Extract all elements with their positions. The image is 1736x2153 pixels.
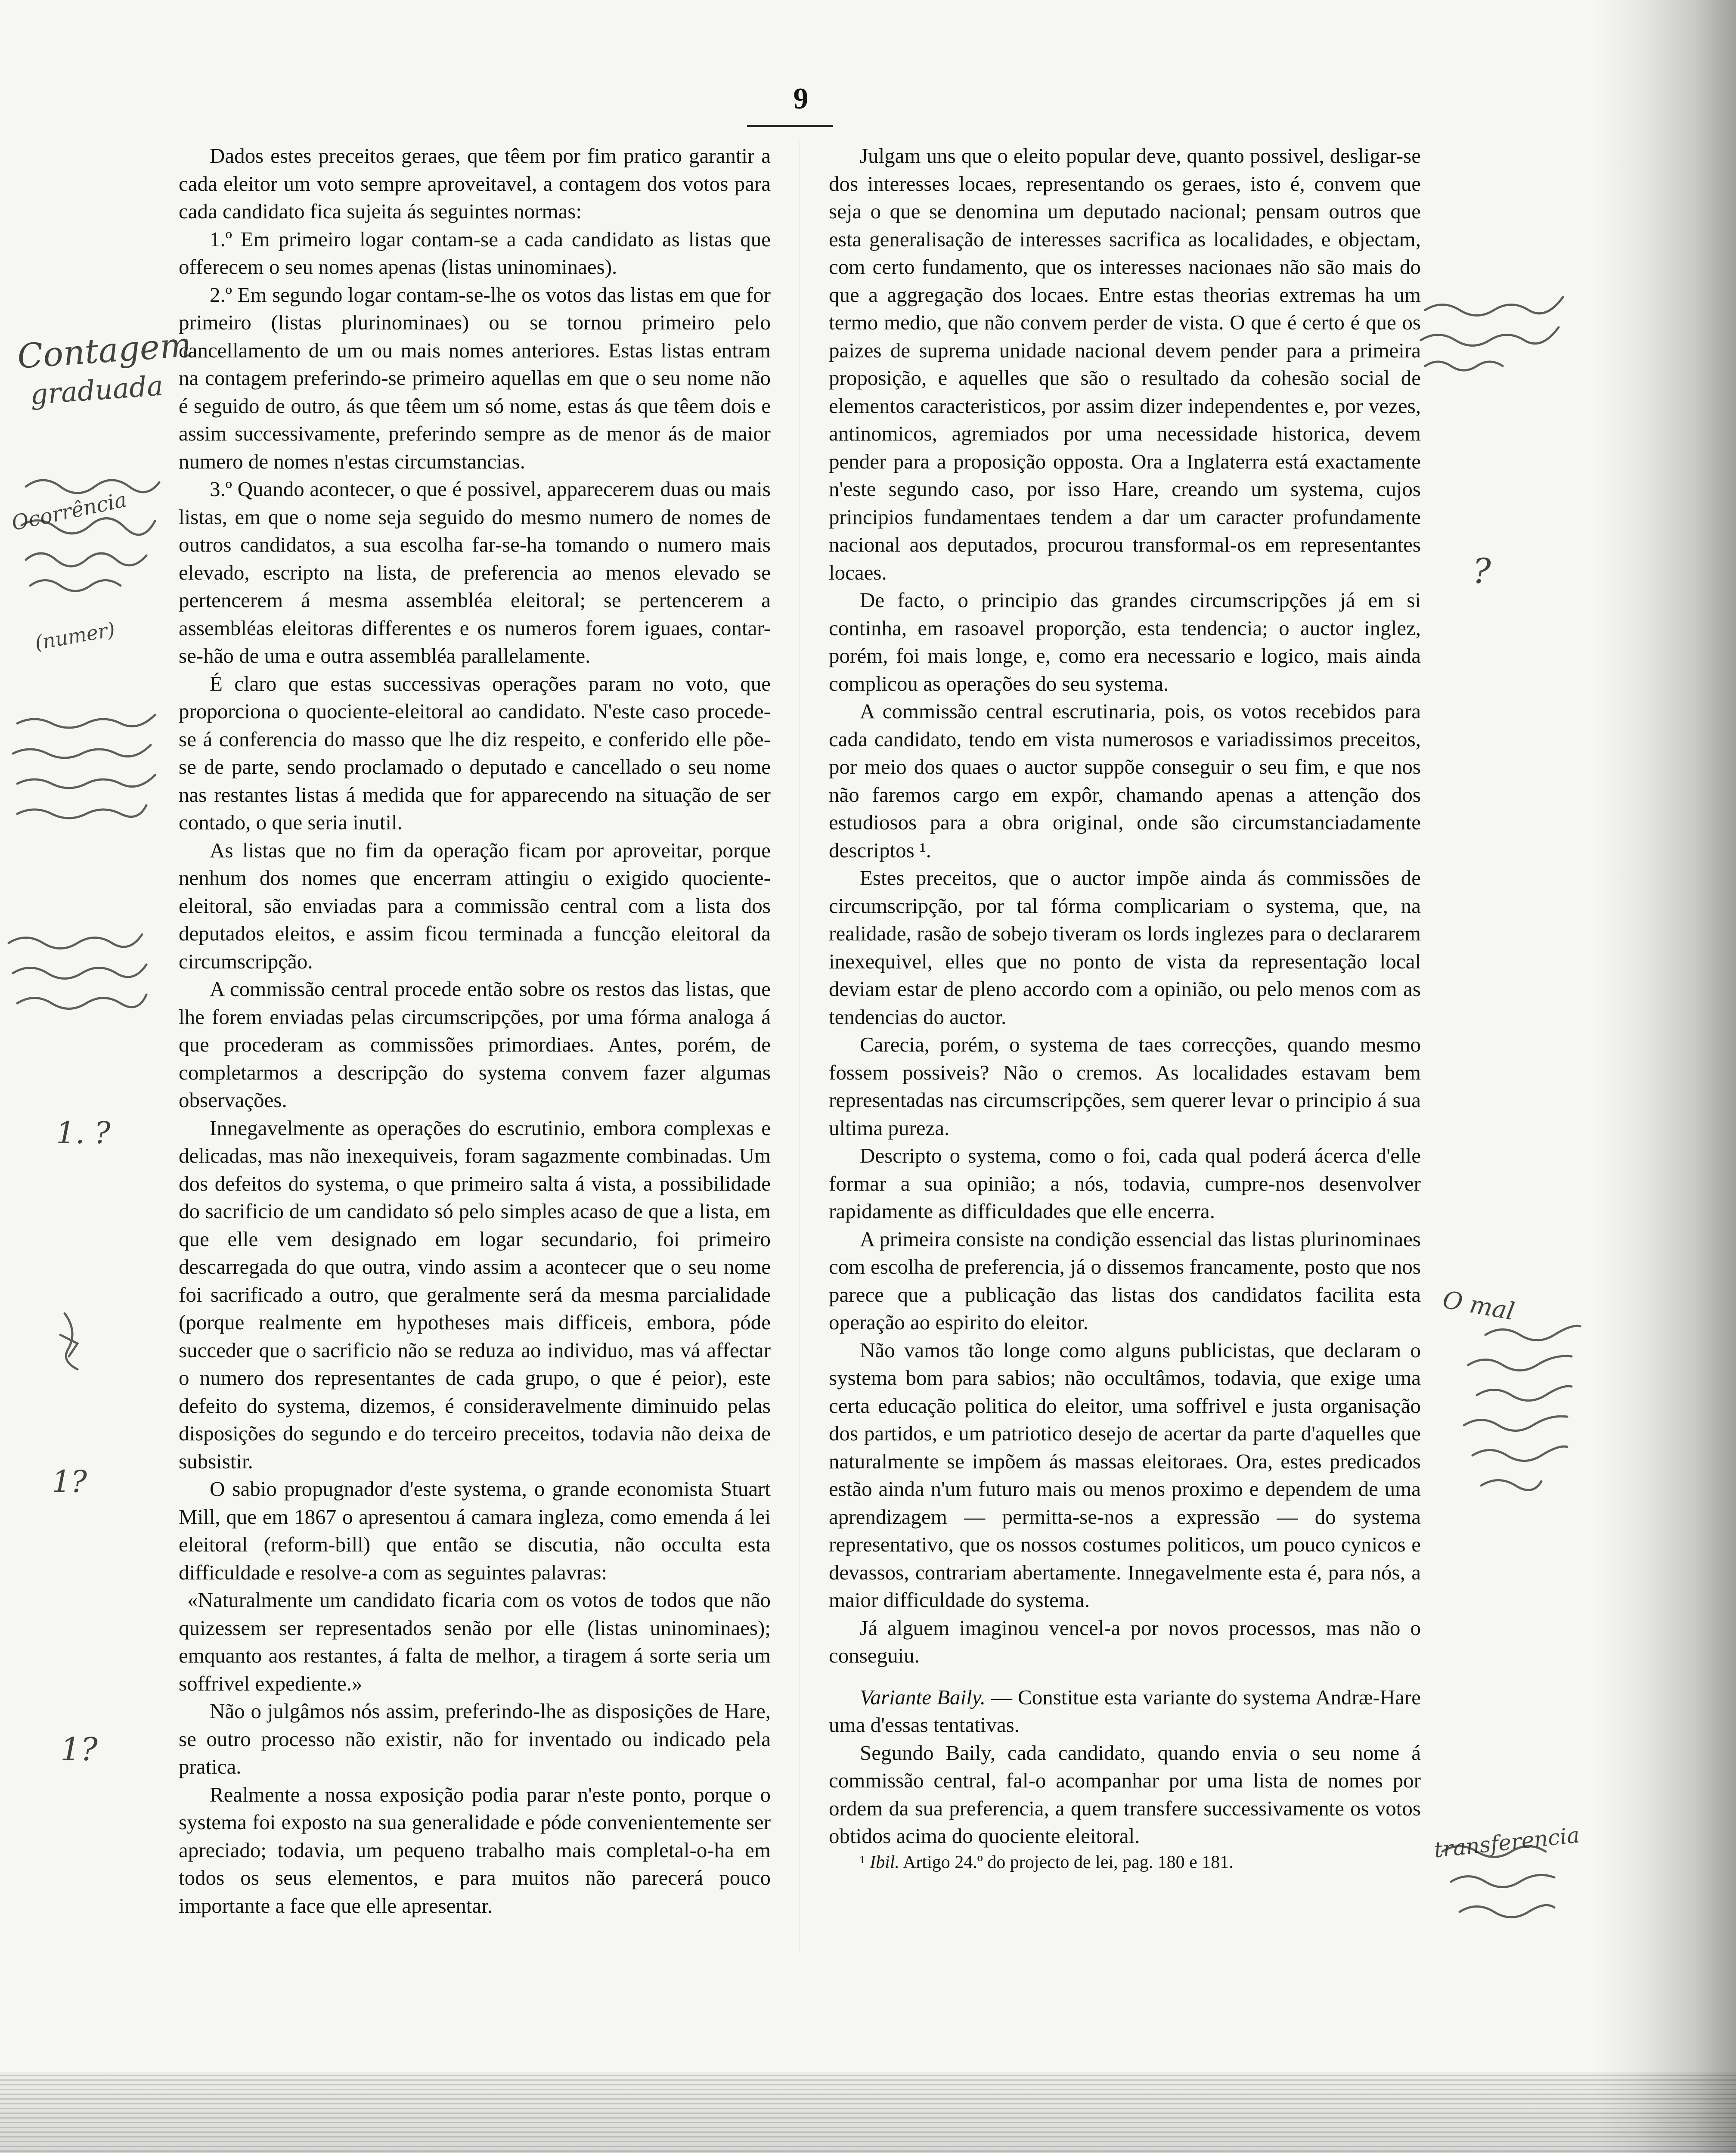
handwritten-note: Ocorrência (9, 487, 129, 536)
paragraph: Realmente a nossa exposição podia parar n'este ponto, porque o systema foi exposto na sua generalidade e póde convenientemente ser apreciado; todavia, um pequeno trabalho mais completal-o-ha em todos os seus elementos, e para muitos não parecerá pouco importante a face que elle apresentar. (179, 1782, 771, 1917)
handwritten-note: ? (1472, 551, 1491, 591)
handwriting-scribbles-left (0, 344, 181, 1809)
paragraph: Descripto o systema, como o foi, cada qual poderá ácerca d'elle formar a sua opinião; a nós, todavia, cumpre-nos desenvolver rapidamente as difficuldades que elle encerra. (829, 1144, 1421, 1223)
paragraph: A primeira consiste na condição essencial das listas plurinominaes com escolha de preferencia, já o dissemos francamente, posto que nos parece que a publicação das listas dos candidatos facilita esta operação ao espirito do eleitor. (829, 1227, 1421, 1334)
paragraph: Carecia, porém, o systema de taes correcções, quando mesmo fossem possiveis? Não o cremos. As localidades estavam bem representadas nas circumscripções, sem querer levar o principio á sua ultima pureza. (829, 1033, 1421, 1140)
paragraph: Julgam uns que o eleito popular deve, quanto possivel, desligar-se dos interesses locaes, representando os geraes, isto é, convem que seja o que se denomina um deputado nacional; pensam outros que esta generalisação de interesses sacrifica as localidades, e objectam, com certo fundamento, que os interesses nacionaes não são mais do que a aggregação dos locaes. Entre estas theorias extremas ha um termo medio, que não convem perder de vista. O que é certo é que os paizes de suprema unidade nacional devem pender para a primeira proposição, e aquelles que são o resultado da cohesão social de elementos caracteristicos, por assim dizer independentes e, por vezes, antinomicos, agremiados por uma necessidade historica, devem pender para a proposição opposta. Ora a Inglaterra está exactamente n'este segundo caso, por isso Hare, creando um systema, cujos principios fundamentaes tendem a dar um caracter profundamente nacional aos deputados, procurou transformal-os em representantes locaes. (829, 144, 1421, 584)
footnote-source: Ibil. (870, 1852, 899, 1872)
handwritten-note: (numer) (33, 617, 117, 655)
right-column (829, 142, 1421, 1874)
column-gutter (799, 142, 800, 1951)
variant-lead: — Constitue esta variante do systema Andræ-Hare uma d'essas tentativas. (829, 1685, 1421, 1737)
paragraph: 2.º Em segundo logar contam-se-lhe os votos das listas em que for primeiro (listas plurinominaes) ou se tornou primeiro pelo cancellamento de um ou mais nomes anteriores. Estas listas entram na contagem preferindo-se primeiro aquellas em que o seu nome não é seguido de outro, ás que têem um só nome, estas ás que têem dois e assim successivamente, preferindo sempre as de menor ás de maior numero de nomes n'estas circumstancias. (179, 282, 771, 473)
scan-shadow-right (1594, 0, 1736, 2153)
footnote (829, 1850, 1421, 1874)
handwritten-note: 1? (52, 1464, 87, 1499)
handwriting-scribbles-right (1417, 258, 1597, 1981)
paragraph: De facto, o principio das grandes circumscripções já em si continha, em rasoavel proporção, esta tendencia; o auctor inglez, porém, foi mais longe, e, como era necessario e logico, mais ainda complicou as operações do seu systema. (829, 588, 1421, 695)
paragraph: O sabio propugnador d'este systema, o grande economista Stuart Mill, que em 1867 o apresentou á camara ingleza, como emenda á lei eleitoral (reform-bill) que então se discutia, não occulta esta difficuldade e resolve-a com as seguintes palavras: (179, 1477, 771, 1584)
variant-title: Variante Baily. (860, 1685, 986, 1709)
paragraph: Innegavelmente as operações do escrutinio, embora complexas e delicadas, mas não inexequiveis, foram sagazmente combinadas. Um dos defeitos do systema, o que primeiro salta á vista, a possibilidade do sacrificio de um candidato só pelo simples acaso de que a lista, em que elle vem designado em logar secundario, foi primeiro descarregada do que outra, vindo assim a acontecer que o seu nome foi sacrificado a outro, que geralmente será da mesma parcialidade (porque realmente em hypotheses mais difficeis, embora, póde succeder que o sacrificio não se reduza ao individuo, mas vá affectar o numero dos representantes de cada grupo, o que é peior), este defeito do systema, dizemos, é consideravelmente diminuido pelas disposições do segundo e do terceiro preceitos, todavia não deixa de subsistir. (179, 1116, 771, 1473)
paragraph: Estes preceitos, que o auctor impõe ainda ás commissões de circumscripção, por tal fórma complicariam o systema, que, na realidade, rasão de sobejo tiveram os lords inglezes para o declararem inexequivel, elles que no ponto de vista da representação local deviam estar de pleno accordo com a opinião, ou pelo menos com as tendencias do auctor. (829, 866, 1421, 1029)
paragraph: Não vamos tão longe como alguns publicistas, que declaram o systema bom para sabios; não occultâmos, todavia, que exige uma certa educação politica do eleitor, uma soffrivel e justa organisação dos partidos, e um patriotico desejo de acertar da parte d'aquelles que naturalmente se impõem ás massas eleitoraes. Ora, estes predicados estão ainda n'um futuro mais ou menos proximo e dependem de uma aprendizagem — permitta-se-nos a expressão — do systema representativo, que os nossos costumes politicos, um pouco cynicos e devassos, contrariam abertamente. Innegavelmente esta é, para nós, a maior difficuldade do systema. (829, 1338, 1421, 1612)
paragraph: Já alguem imaginou vencel-a por novos processos, mas não o conseguiu. (829, 1616, 1421, 1667)
paragraph: É claro que estas successivas operações param no voto, que proporciona o quociente-eleitoral ao candidato. N'este caso procede-se á conferencia do masso que lhe diz respeito, e conferido elle põe-se de parte, sendo proclamado o deputado e cancellado o seu nome nas restantes listas á medida que for apparecendo na situação de ser contado, o que seria inutil. (179, 671, 771, 834)
handwritten-note: graduada (29, 370, 164, 411)
page-number-rule (747, 125, 833, 127)
footnote-mark: ¹ (860, 1852, 865, 1872)
handwritten-note: Contagem (16, 325, 193, 377)
left-column (179, 142, 771, 1920)
variant-paragraph (829, 1684, 1421, 1739)
page-number: 9 (793, 82, 809, 115)
footnote-text: Artigo 24.º do projecto de lei, pag. 180 e 181. (899, 1852, 1234, 1872)
quote-paragraph: «Naturalmente um candidato ficaria com os votos de todos que não quizessem ser representados senão por elle (listas uninominaes); emquanto aos restantes, á falta de melhor, a tiragem á sorte seria um soffrivel expediente.» (179, 1588, 771, 1695)
paragraph: 1.º Em primeiro logar contam-se a cada candidato as listas que offerecem o seu nomes apenas (listas uninominaes). (179, 227, 771, 279)
paragraph: As listas que no fim da operação ficam por aproveitar, porque nenhum dos nomes que encerram attingiu o exigido quociente-eleitoral, são enviadas para a commissão central com a lista dos deputados eleitos, e assim ficou terminada a funcção eleitoral da circumscripção. (179, 838, 771, 973)
handwritten-note: 1? (60, 1731, 98, 1768)
handwritten-note: 1. ? (56, 1115, 111, 1151)
paragraph: A commissão central procede então sobre os restos das listas, que lhe forem enviadas pelas circumscripções, por uma fórma analoga á que procederam as commissões primordiaes. Antes, porém, de completarmos a descripção do systema convem fazer algumas observações. (179, 977, 771, 1112)
handwritten-note: transferencia (1432, 1822, 1581, 1863)
paragraph: Segundo Baily, cada candidato, quando envia o seu nome á commissão central, fal-o acompanhar por uma lista de nomes por ordem da sua preferencia, a quem transfere successivamente os votos obtidos acima do quociente eleitoral. (829, 1740, 1421, 1848)
paragraph: A commissão central escrutinaria, pois, os votos recebidos para cada candidato, tendo em vista numerosos e variadissimos preceitos, por meio dos quaes o auctor suppõe conseguir o seu fim, e que nos não faremos cargo em expôr, chamando apenas a attenção dos estudiosos para a obra original, onde são circumstanciadamente descriptos ¹. (829, 699, 1421, 862)
paragraph: Não o julgâmos nós assim, preferindo-lhe as disposições de Hare, se outro processo não existir, não for inventado ou indicado pela pratica. (179, 1699, 771, 1778)
scan-shadow-bottom (0, 2072, 1736, 2153)
paragraph: Dados estes preceitos geraes, que têem por fim pratico garantir a cada eleitor um voto sempre aproveitavel, a contagem dos votos para cada candidato fica sujeita ás seguintes normas: (179, 144, 771, 223)
paragraph: 3.º Quando acontecer, o que é possivel, apparecerem duas ou mais listas, em que o nome seja seguido do mesmo numero de nomes de outros candidatos, a sua escolha far-se-ha tomando o numero mais elevado, escripto na lista, de preferencia ao menos elevado se pertencerem á mesma assembléa eleitoral; se pertencerem a assembléas eleitoras differentes e os numeros forem iguaes, contar-se-hão de uma e outra assembléa parallelamente. (179, 477, 771, 667)
handwritten-note: O mal (1440, 1285, 1517, 1326)
